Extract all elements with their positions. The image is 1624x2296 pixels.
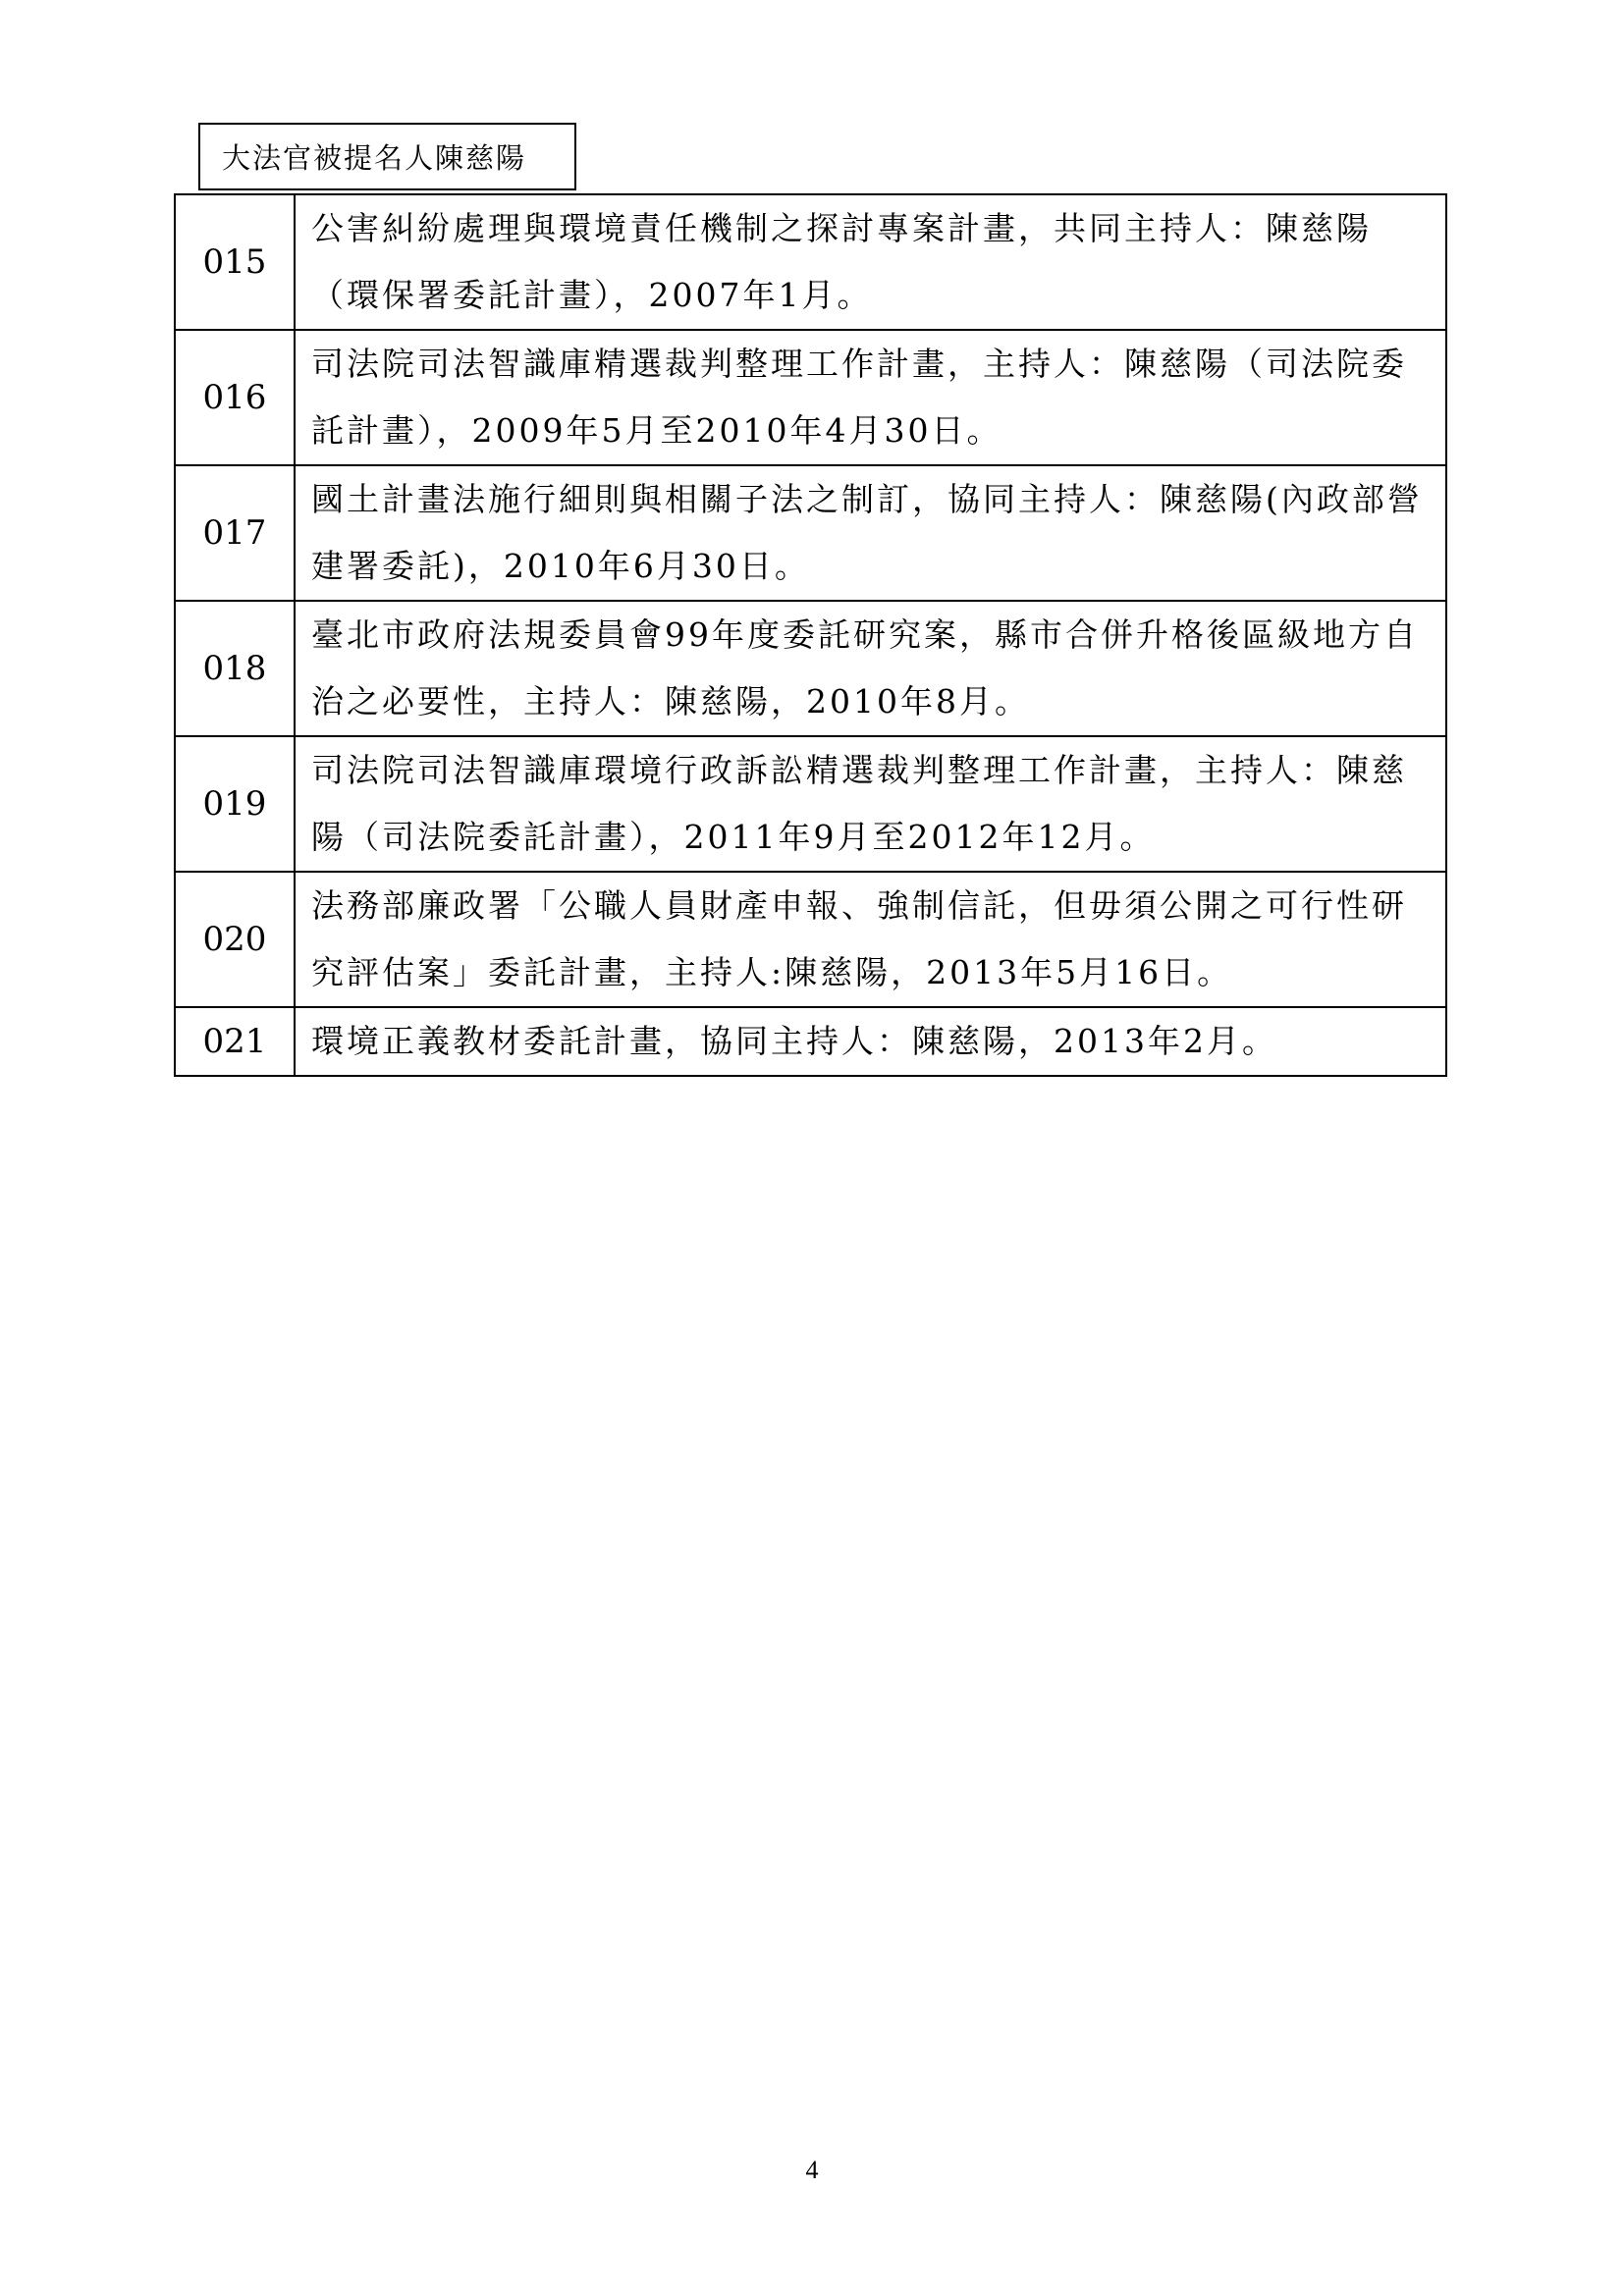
record-description: 法務部廉政署「公職人員財產申報、強制信託，但毋須公開之可行性研究評估案」委託計畫，主持人:陳慈陽，2013年5月16日。: [295, 872, 1446, 1007]
record-number: 016: [175, 330, 295, 465]
nominee-header-box: [198, 123, 576, 190]
record-description: 臺北市政府法規委員會99年度委託研究案，縣市合併升格後區級地方自治之必要性，主持人：陳慈陽，2010年8月。: [295, 601, 1446, 736]
table-row: [175, 736, 1446, 872]
record-number: 015: [175, 194, 295, 330]
table-row: [175, 330, 1446, 465]
record-number: 018: [175, 601, 295, 736]
record-description: 公害糾紛處理與環境責任機制之探討專案計畫，共同主持人：陳慈陽（環保署委託計畫），2007年1月。: [295, 194, 1446, 330]
research-project-table: [174, 193, 1447, 1077]
table-row: [175, 194, 1446, 330]
record-description: 國土計畫法施行細則與相關子法之制訂，協同主持人：陳慈陽(內政部營建署委託)，2010年6月30日。: [295, 465, 1446, 601]
record-number: 019: [175, 736, 295, 872]
record-description: 司法院司法智識庫環境行政訴訟精選裁判整理工作計畫，主持人：陳慈陽（司法院委託計畫），2011年9月至2012年12月。: [295, 736, 1446, 872]
record-number: 021: [175, 1007, 295, 1076]
record-number: 020: [175, 872, 295, 1007]
page-number: 4: [805, 2156, 819, 2184]
table-row: [175, 872, 1446, 1007]
table-row: [175, 1007, 1446, 1076]
table-row: [175, 465, 1446, 601]
nominee-header-label: 大法官被提名人陳慈陽: [222, 141, 527, 175]
record-number: 017: [175, 465, 295, 601]
record-description: 司法院司法智識庫精選裁判整理工作計畫，主持人：陳慈陽（司法院委託計畫），2009年5月至2010年4月30日。: [295, 330, 1446, 465]
table-row: [175, 601, 1446, 736]
record-description: 環境正義教材委託計畫，協同主持人：陳慈陽，2013年2月。: [295, 1007, 1446, 1076]
